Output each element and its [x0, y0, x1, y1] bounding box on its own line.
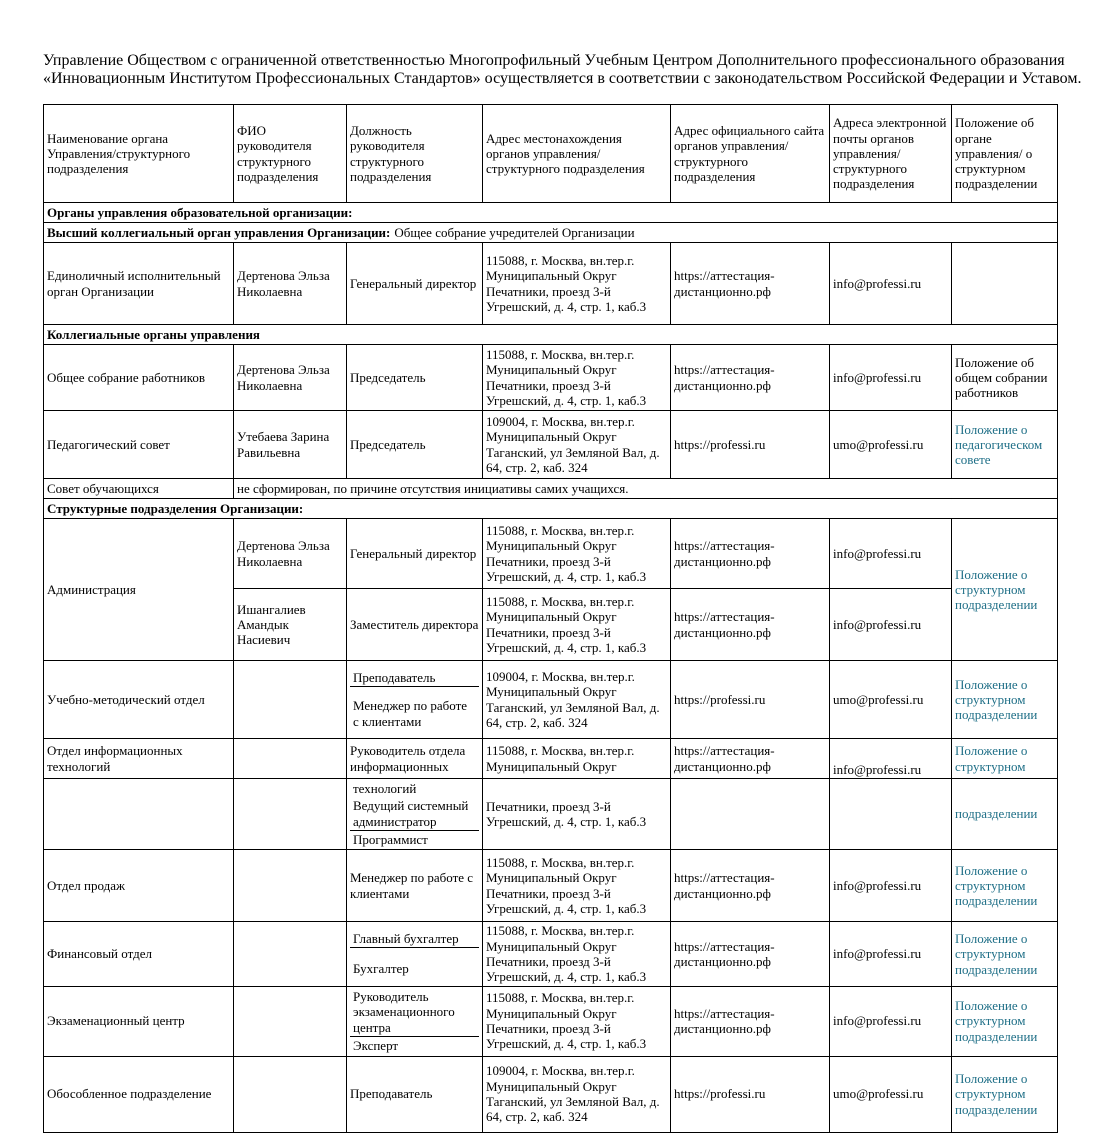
email-cell: umo@professi.ru: [830, 661, 952, 739]
position-cell: Менеджер по работе с клиентами: [347, 850, 483, 922]
section-title: Коллегиальные органы управления: [44, 325, 1058, 345]
management-structure-table: [43, 104, 1058, 1133]
regulation-cell: [952, 986, 1058, 1056]
table-row-exam-center: [44, 986, 1058, 1056]
table-header-row: [44, 105, 1058, 203]
position-cell: Руководитель отдела информационных: [347, 739, 483, 779]
address-cell: 109004, г. Москва, вн.тер.г. Муниципальный Округ Таганский, ул Земляной Вал, д. 64, стр. 2, каб. 324: [483, 411, 671, 479]
table-row-separate-unit: [44, 1056, 1058, 1132]
address-cell: 109004, г. Москва, вн.тер.г. Муниципальный Округ Таганский, ул Земляной Вал, д. 64, стр. 2, каб. 324: [483, 1056, 671, 1132]
section-title: Органы управления образовательной организации:: [44, 203, 1058, 223]
regulation-cell: [952, 922, 1058, 986]
fio-cell-empty: [234, 986, 347, 1056]
section-title: Структурные подразделения Организации:: [44, 499, 1058, 519]
position-cell: [347, 986, 483, 1056]
org-name-cell: Совет обучающихся: [44, 479, 234, 499]
position-cell: Преподаватель: [347, 1056, 483, 1132]
intro-line-2: «Инновационным Институтом Профессиональных Стандартов» осуществляется в соответствии с законодательством Российской Федерации и Уставом.: [43, 70, 1082, 87]
address-cell: Печатники, проезд 3-й Угрешский, д. 4, стр. 1, каб.3: [483, 779, 671, 850]
email-cell: info@professi.ru: [830, 589, 952, 661]
site-cell: https://аттестация-дистанционно.рф: [671, 986, 830, 1056]
fio-cell-empty: [234, 779, 347, 850]
position-item: Менеджер по работе с клиентами: [353, 698, 468, 729]
fio-cell-empty: [234, 1056, 347, 1132]
position-item: Бухгалтер: [353, 961, 409, 977]
regulation-link[interactable]: Положение о структурном подразделении: [955, 676, 1038, 723]
site-cell: https://professi.ru: [671, 411, 830, 479]
site-cell: https://professi.ru: [671, 1056, 830, 1132]
fio-cell: Дертенова Эльза Николаевна: [234, 519, 347, 589]
position-item: Эксперт: [353, 1037, 399, 1053]
site-cell: https://аттестация-дистанционно.рф: [671, 922, 830, 986]
regulation-cell: [952, 661, 1058, 739]
fio-cell-empty: [234, 739, 347, 779]
regulation-link[interactable]: подразделении: [955, 806, 1038, 822]
col-header-fio: ФИО руководителя структурного подразделения: [234, 105, 347, 203]
section-title: [44, 223, 1058, 243]
position-cell: Председатель: [347, 345, 483, 411]
address-cell: 115088, г. Москва, вн.тер.г. Муниципальный Округ Печатники, проезд 3-й Угрешский, д. 4, стр. 1, каб.3: [483, 243, 671, 325]
site-cell-empty: [671, 779, 830, 850]
section-title-bold: Высший коллегиальный орган управления Организации:: [47, 224, 391, 240]
email-cell: umo@professi.ru: [830, 411, 952, 479]
table-row-students-council: [44, 479, 1058, 499]
intro-line-1: Управление Обществом с ограниченной ответственностью Многопрофильный Учебным Центром Дополнительного профессионального образования: [43, 52, 1065, 69]
section-row-supreme-body: [44, 223, 1058, 243]
position-cell: Председатель: [347, 411, 483, 479]
col-header-site: Адрес официального сайта органов управления/ структурного подразделения: [671, 105, 830, 203]
position-item: Руководитель экзаменационного центра: [350, 988, 479, 1037]
position-cell: [347, 922, 483, 986]
col-header-regulation: Положение об органе управления/ о структурном подразделении: [952, 105, 1058, 203]
address-cell: 115088, г. Москва, вн.тер.г. Муниципальный Округ Печатники, проезд 3-й Угрешский, д. 4, стр. 1, каб.3: [483, 519, 671, 589]
regulation-cell: [952, 850, 1058, 922]
regulation-link[interactable]: Положение о структурном подразделении: [955, 1071, 1038, 1117]
org-name-cell: Финансовый отдел: [44, 922, 234, 986]
email-cell-empty: [830, 779, 952, 850]
col-header-address: Адрес местонахождения органов управления/структурного подразделения: [483, 105, 671, 203]
email-cell: info@professi.ru: [830, 243, 952, 325]
regulation-cell: [952, 1056, 1058, 1132]
regulation-cell: [952, 519, 1058, 661]
regulation-link[interactable]: Положение о педагогическом совете: [955, 421, 1043, 468]
col-header-position: Должность руководителя структурного подразделения: [347, 105, 483, 203]
regulation-cell: [952, 779, 1058, 850]
address-cell: 115088, г. Москва, вн.тер.г. Муниципальный Округ: [483, 739, 671, 779]
table-row-finance: [44, 922, 1058, 986]
email-cell: info@professi.ru: [830, 739, 952, 779]
position-item: технологий: [353, 781, 417, 796]
fio-cell: Дертенова Эльза Николаевна: [234, 243, 347, 325]
position-item: Преподаватель: [350, 669, 479, 687]
section-row-collegial: [44, 325, 1058, 345]
org-name-cell: Обособленное подразделение: [44, 1056, 234, 1132]
address-cell: 115088, г. Москва, вн.тер.г. Муниципальный Округ Печатники, проезд 3-й Угрешский, д. 4, стр. 1, каб.3: [483, 589, 671, 661]
note-cell: не сформирован, по причине отсутствия инициативы самих учащихся.: [234, 479, 1058, 499]
regulation-link[interactable]: Положение о структурном: [955, 743, 1028, 774]
email-cell: info@professi.ru: [830, 986, 952, 1056]
regulation-cell: [952, 739, 1058, 779]
email-cell: umo@professi.ru: [830, 1056, 952, 1132]
section-row-structural: [44, 499, 1058, 519]
org-name-cell: Единоличный исполнительный орган Организации: [44, 243, 234, 325]
regulation-cell: [952, 411, 1058, 479]
org-name-cell: Общее собрание работников: [44, 345, 234, 411]
address-cell: 115088, г. Москва, вн.тер.г. Муниципальный Округ Печатники, проезд 3-й Угрешский, д. 4, стр. 1, каб.3: [483, 922, 671, 986]
site-cell: https://professi.ru: [671, 661, 830, 739]
fio-cell-empty: [234, 661, 347, 739]
site-cell: https://аттестация-дистанционно.рф: [671, 519, 830, 589]
org-name-cell: Администрация: [44, 519, 234, 661]
position-cell: [347, 661, 483, 739]
table-row-it-part1: [44, 739, 1058, 779]
position-item: Ведущий системный администратор: [350, 797, 479, 831]
org-name-cell: Отдел информационных технологий: [44, 739, 234, 779]
address-cell: 115088, г. Москва, вн.тер.г. Муниципальный Округ Печатники, проезд 3-й Угрешский, д. 4, стр. 1, каб.3: [483, 850, 671, 922]
regulation-cell-empty: [952, 243, 1058, 325]
org-name-cell: Отдел продаж: [44, 850, 234, 922]
position-item: Главный бухгалтер: [350, 930, 479, 948]
regulation-link[interactable]: Положение о структурном подразделении: [955, 566, 1038, 613]
table-row-sales: [44, 850, 1058, 922]
email-cell: info@professi.ru: [830, 922, 952, 986]
position-cell: Генеральный директор: [347, 243, 483, 325]
site-cell: https://аттестация-дистанционно.рф: [671, 589, 830, 661]
org-name-cell: Педагогический совет: [44, 411, 234, 479]
org-name-cell: Учебно-методический отдел: [44, 661, 234, 739]
regulation-link[interactable]: Положение о структурном подразделении: [955, 930, 1038, 977]
table-row-administration-1: [44, 519, 1058, 589]
regulation-link[interactable]: Положение о структурном подразделении: [955, 862, 1038, 909]
position-cell: Заместитель директора: [347, 589, 483, 661]
email-cell: info@professi.ru: [830, 519, 952, 589]
address-cell: 115088, г. Москва, вн.тер.г. Муниципальный Округ Печатники, проезд 3-й Угрешский, д. 4, стр. 1, каб.3: [483, 345, 671, 411]
table-row-it-part2: [44, 779, 1058, 850]
address-cell: 109004, г. Москва, вн.тер.г. Муниципальный Округ Таганский, ул Земляной Вал, д. 64, стр. 2, каб. 324: [483, 661, 671, 739]
section-row-management-bodies: [44, 203, 1058, 223]
site-cell: https://аттестация-дистанционно.рф: [671, 739, 830, 779]
col-header-org-name: Наименование органа Управления/структурного подразделения: [44, 105, 234, 203]
table-row-executive: [44, 243, 1058, 325]
regulation-link[interactable]: Положение о структурном подразделении: [955, 998, 1038, 1044]
position-item: Программист: [353, 831, 428, 847]
table-row-pedagogical-council: [44, 411, 1058, 479]
site-cell: https://аттестация-дистанционно.рф: [671, 345, 830, 411]
position-cell: [347, 779, 483, 850]
org-name-cell: Экзаменационный центр: [44, 986, 234, 1056]
section-title-value: Общее собрание учредителей Организации: [394, 224, 635, 240]
table-row-workers-assembly: [44, 345, 1058, 411]
address-cell: 115088, г. Москва, вн.тер.г. Муниципальный Округ Печатники, проезд 3-й Угрешский, д. 4, стр. 1, каб.3: [483, 986, 671, 1056]
fio-cell-empty: [234, 922, 347, 986]
fio-cell: Ишангалиев Амандык Насиевич: [234, 589, 347, 661]
org-name-cell-empty: [44, 779, 234, 850]
col-header-email: Адреса электронной почты органов управления/ структурного подразделения: [830, 105, 952, 203]
fio-cell-empty: [234, 850, 347, 922]
fio-cell: Утебаева Зарина Равильевна: [234, 411, 347, 479]
fio-cell: Дертенова Эльза Николаевна: [234, 345, 347, 411]
position-cell: Генеральный директор: [347, 519, 483, 589]
email-cell: info@professi.ru: [830, 850, 952, 922]
table-row-methodical: [44, 661, 1058, 739]
email-cell: info@professi.ru: [830, 345, 952, 411]
site-cell: https://аттестация-дистанционно.рф: [671, 243, 830, 325]
site-cell: https://аттестация-дистанционно.рф: [671, 850, 830, 922]
regulation-cell: Положение об общем собрании работников: [952, 345, 1058, 411]
